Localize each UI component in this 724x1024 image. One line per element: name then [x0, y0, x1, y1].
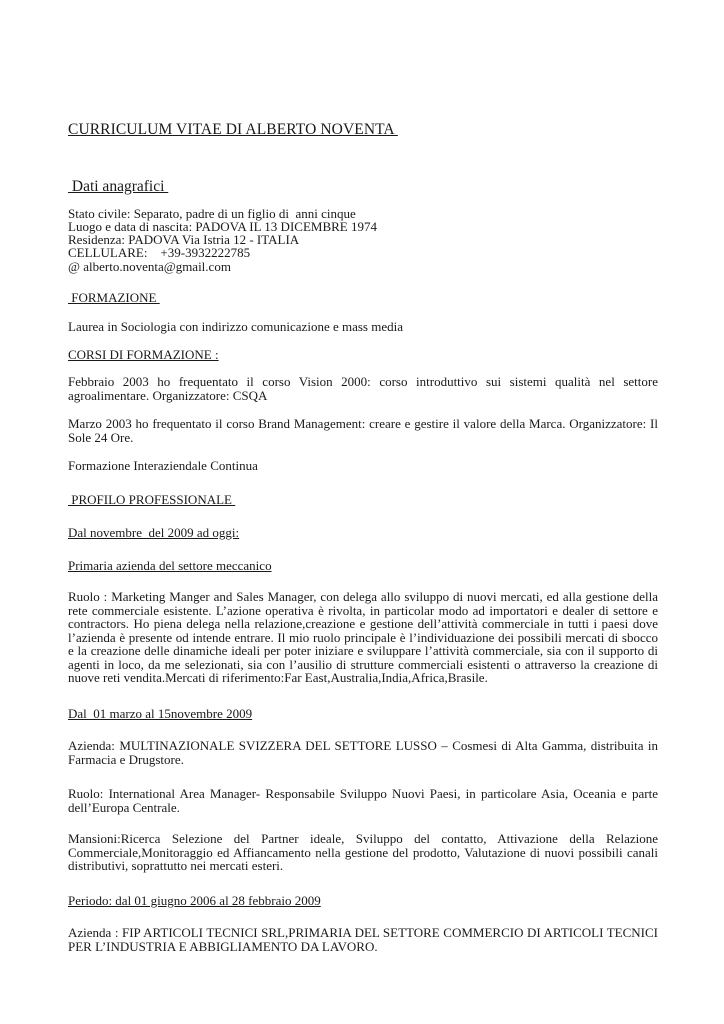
formazione-heading: FORMAZIONE [68, 290, 160, 305]
luogo-data-nascita: Luogo e data di nascita: PADOVA IL 13 DICEMBRE 1974 [68, 219, 377, 234]
formazione-interaziendale: Formazione Interaziendale Continua [68, 458, 258, 473]
email: @ alberto.noventa@gmail.com [68, 259, 231, 274]
mansioni-2009: Mansioni:Ricerca Selezione del Partner ideale, Sviluppo del contatto, Attivazione della Relazione Commerciale,Monitoraggio ed Affiancamento nella gestione del prodotto, Valutazione di nuovi possibili canali distributivi, soprattutto nei mercati esteri. [68, 831, 658, 873]
corsi-heading: CORSI DI FORMAZIONE : [68, 347, 219, 362]
azienda-2009: Azienda: MULTINAZIONALE SVIZZERA DEL SETTORE LUSSO – Cosmesi di Alta Gamma, distribuita in Farmacia e Drugstore. [68, 738, 658, 767]
stato-civile: Stato civile: Separato, padre di un figlio di anni cinque [68, 206, 356, 221]
ruolo-attuale: Ruolo : Marketing Manger and Sales Manager, con delega allo sviluppo di nuovi mercati, ed alla gestione della rete commerciale esistente. L’azione operativa è rivolta, in particolar modo ad importatori e dealer di settore e contractors. Ho piena delega nella relazione,creazione e gestione dell’attività commerciale in tutti i paesi dove l’azienda è presente od intende entrare. Il mio ruolo principale è l’individuazione dei possibili mercati di sbocco e la creazione delle dinamiche ideali per poter iniziare e sviluppare l’attività commerciale, sia con il supporto di agenti in loco, da me selezionati, sia con l’ausilio di strutture commerciali esistenti o attraverso la creazione di nuove reti vendita.Mercati di riferimento:Far East,Australia,India,Africa,Brasile. [68, 589, 658, 685]
azienda-fip: Azienda : FIP ARTICOLI TECNICI SRL,PRIMARIA DEL SETTORE COMMERCIO DI ARTICOLI TECNICI PER L’INDUSTRIA E ABBIGLIAMENTO DA LAVORO. [68, 925, 658, 954]
corso-vision-2000: Febbraio 2003 ho frequentato il corso Vision 2000: corso introduttivo sui sistemi qualità nel settore agroalimentare. Organizzatore: CSQA [68, 374, 658, 403]
document-title: CURRICULUM VITAE DI ALBERTO NOVENTA [68, 121, 398, 138]
dati-anagrafici-heading: Dati anagrafici [68, 178, 169, 195]
ruolo-2009: Ruolo: International Area Manager- Responsabile Sviluppo Nuovi Paesi, in particolare Asia, Oceania e parte dell’Europa Centrale. [68, 786, 658, 815]
corso-brand-management: Marzo 2003 ho frequentato il corso Brand Management: creare e gestire il valore della Marca. Organizzatore: Il Sole 24 Ore. [68, 416, 658, 445]
cellulare: CELLULARE: +39-3932222785 [68, 245, 251, 260]
periodo-2009: Dal 01 marzo al 15novembre 2009 [68, 706, 253, 721]
azienda-attuale: Primaria azienda del settore meccanico [68, 558, 272, 573]
residenza: Residenza: PADOVA Via Istria 12 - ITALIA [68, 232, 300, 247]
profilo-heading: PROFILO PROFESSIONALE [68, 492, 236, 507]
periodo-2006-2009: Periodo: dal 01 giugno 2006 al 28 febbraio 2009 [68, 893, 321, 908]
periodo-attuale: Dal novembre del 2009 ad oggi: [68, 525, 240, 540]
laurea: Laurea in Sociologia con indirizzo comunicazione e mass media [68, 319, 403, 334]
